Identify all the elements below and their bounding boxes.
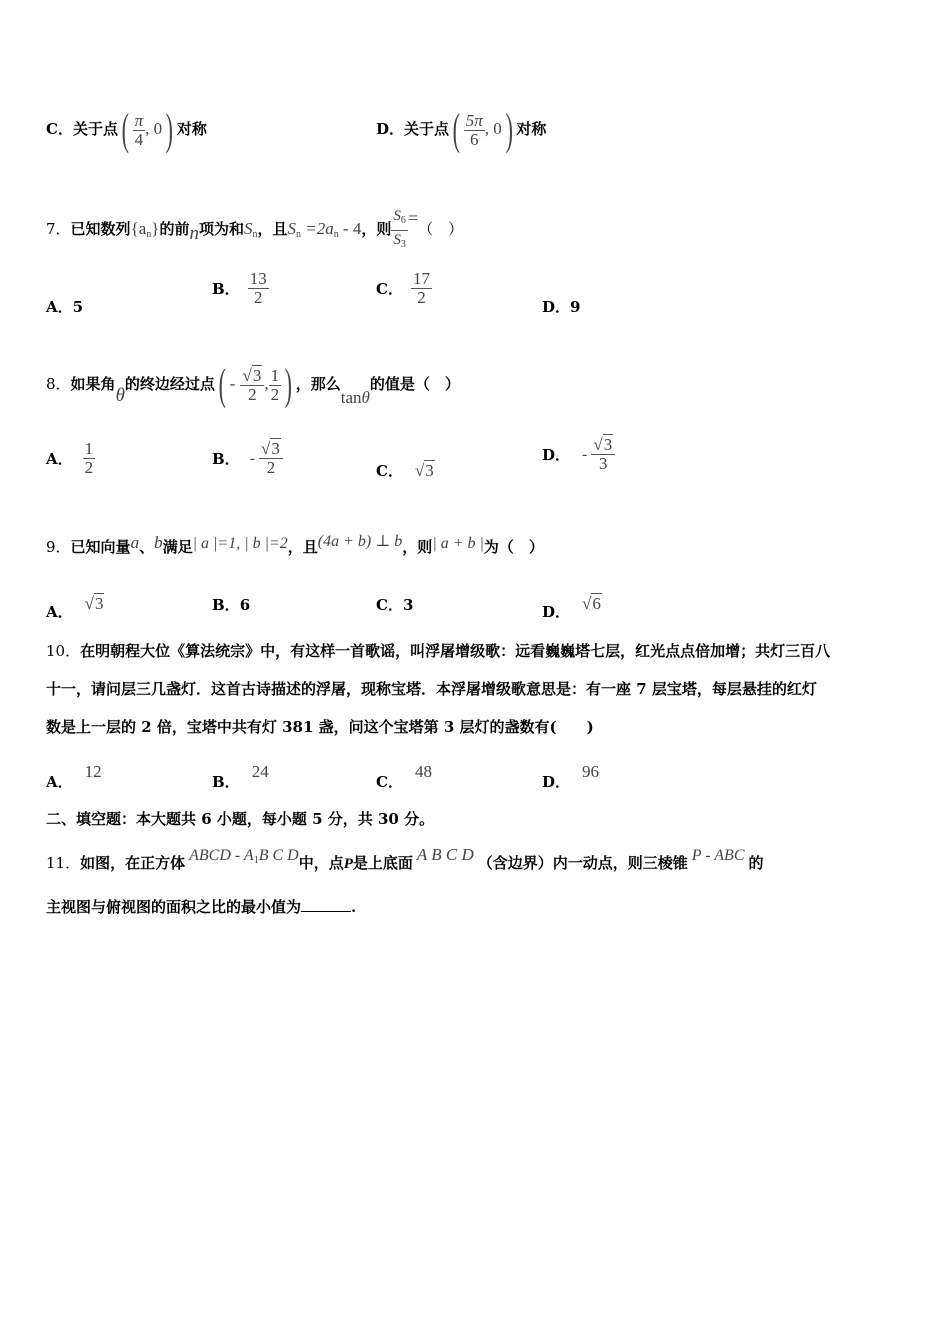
vector-b: b <box>154 533 163 552</box>
q7-sum: $S_n$ <box>243 219 258 240</box>
q10-option-a: A．12 <box>46 762 102 791</box>
q6-c-text: 关于点 <box>72 120 118 138</box>
q8-option-b: B． - $\frac{√3}{2}$ <box>212 440 283 477</box>
q10-option-b: B．24 <box>212 762 269 791</box>
q8-text-1: 如果角 <box>70 375 116 393</box>
q7-ratio: $\frac{S_6}{S_3}$ <box>391 207 408 254</box>
q7-text-4: ，且 <box>257 220 288 238</box>
q9-option-b: B．6 <box>212 596 251 614</box>
q10-line-3: 数是上一层的 2 倍，宝塔中共有灯 381 盏，问这个宝塔第 3 层灯的盏数有( ) <box>46 718 594 736</box>
q8-text-3: ，那么 <box>295 375 341 393</box>
q9-text-2: 满足 <box>162 538 193 556</box>
q8-tan: tanθ <box>340 388 370 407</box>
q11-text-line2: 主视图与俯视图的面积之比的最小值为 <box>46 898 302 916</box>
q11-number: 11． <box>46 854 81 872</box>
q8-y-fraction: $\frac{1}{2}$ <box>270 365 280 404</box>
q9-text-1: 已知向量 <box>70 538 131 556</box>
q8-stem: 8．如果角θ的终边经过点( - $\frac{√3}{2}$ , $\frac{1}{2}$ ) ，那么tanθ的值是（ ） <box>46 360 460 409</box>
q6-d-tail: , 0 <box>484 119 502 138</box>
q8-text-4: 的值是（ ） <box>369 375 460 393</box>
q10-option-c: C．48 <box>376 762 432 791</box>
q9-stem <box>46 520 544 564</box>
q7-text-5: ，则 <box>361 220 392 238</box>
q6-d-after: 对称 <box>516 120 547 138</box>
q7-option-a: A．5 <box>46 298 84 316</box>
q6-c-label: C． <box>46 120 73 138</box>
q6-option-c: C．关于点( $\frac{\pi}{4}$ , 0) 对称 <box>46 105 207 154</box>
q9-text-3: ，且 <box>287 538 318 556</box>
q7-option-b: B． $\frac{13}{2}$ <box>212 269 267 307</box>
q11-text-3: 是上底面 <box>352 854 413 872</box>
q9-sep: 、 <box>139 538 155 556</box>
q7-bracket: （ ） <box>418 220 464 238</box>
q9-condition: | a |=1, | b |=2 <box>192 535 288 552</box>
q11-text-4: （含边界）内一动点，则三棱锥 <box>477 854 688 872</box>
q6-c-fraction: $\frac{\pi}{4}$ <box>134 110 144 149</box>
q11-pyramid: P - ABC <box>691 847 745 864</box>
q7-option-c: C． $\frac{17}{2}$ <box>376 269 430 307</box>
q6-d-label: D． <box>376 120 405 138</box>
q9-magnitude: | a + b | <box>432 535 484 552</box>
q8-neg: - <box>229 374 236 393</box>
q7-text-2: 的前 <box>159 220 190 238</box>
q7-stem <box>46 188 463 248</box>
q9-option-a: A． √3 <box>46 594 104 621</box>
q10-line-1: 10．在明朝程大位《算法统宗》中，有这样一首歌谣，叫浮屠增级歌：远看巍巍塔七层，红光点点倍加增；共灯三百八 <box>46 642 831 660</box>
q10-line-2: 十一，请问层三几盏灯．这首古诗描述的浮屠，现称宝塔．本浮屠增级歌意思是：有一座 7 层宝塔，每层悬挂的红灯 <box>46 680 817 698</box>
section-heading: 二、填空题：本大题共 6 小题，每小题 5 分，共 30 分。 <box>46 810 435 828</box>
q11-line-1 <box>46 838 764 872</box>
q7-equation: $S_n =2a_n - 4$ <box>287 219 362 240</box>
q11-end: . <box>351 898 357 916</box>
q9-text-5: 为（ ） <box>483 538 544 556</box>
q7-number: 7． <box>46 220 71 238</box>
q8-text-2: 的终边经过点 <box>124 375 215 393</box>
q11-point-p: P <box>343 856 353 872</box>
q6-c-after: 对称 <box>176 120 207 138</box>
q7-n: n <box>189 223 199 244</box>
q8-option-c: C． √3 <box>376 461 434 480</box>
q8-x-fraction: $\frac{√3}{2}$ <box>240 367 264 404</box>
q7-text-1: 已知数列 <box>70 220 131 238</box>
q11-face: A B C D <box>416 845 474 864</box>
q9-number: 9． <box>46 538 71 556</box>
theta-symbol: θ <box>115 385 125 406</box>
q9-perpendicular: (4a + b) ⊥ b <box>317 533 403 550</box>
q11-line-2 <box>46 896 356 917</box>
q8-option-a: A． $\frac{1}{2}$ <box>46 439 94 477</box>
q9-text-4: ，则 <box>402 538 433 556</box>
q7-eqsign: = <box>407 208 419 228</box>
q7-text-3: 项为和 <box>198 220 244 238</box>
q6-d-fraction: $\frac{5\pi}{6}$ <box>465 110 483 149</box>
q9-option-d: D． √6 <box>542 594 601 621</box>
q10-option-d: D．96 <box>542 762 600 791</box>
q7-option-d: D．9 <box>542 298 581 316</box>
q11-text-2: 中，点 <box>298 854 344 872</box>
q11-text-1: 如图，在正方体 <box>80 854 186 872</box>
q6-c-tail: , 0 <box>145 119 163 138</box>
vector-a: a <box>130 533 140 552</box>
q11-text-5: 的 <box>748 854 764 872</box>
q8-option-d: D． - $\frac{√3}{3}$ <box>542 436 615 473</box>
q6-d-text: 关于点 <box>404 120 450 138</box>
q9-option-c: C．3 <box>376 596 414 614</box>
q7-sequence: $\{a_n\}$ <box>130 219 160 240</box>
q11-cube: ABCD - $A_1B$ C D <box>189 847 299 866</box>
q6-option-d: D．关于点( $\frac{5\pi}{6}$ , 0) 对称 <box>376 105 547 154</box>
q8-number: 8． <box>46 375 71 393</box>
q11-answer-blank <box>301 899 351 912</box>
